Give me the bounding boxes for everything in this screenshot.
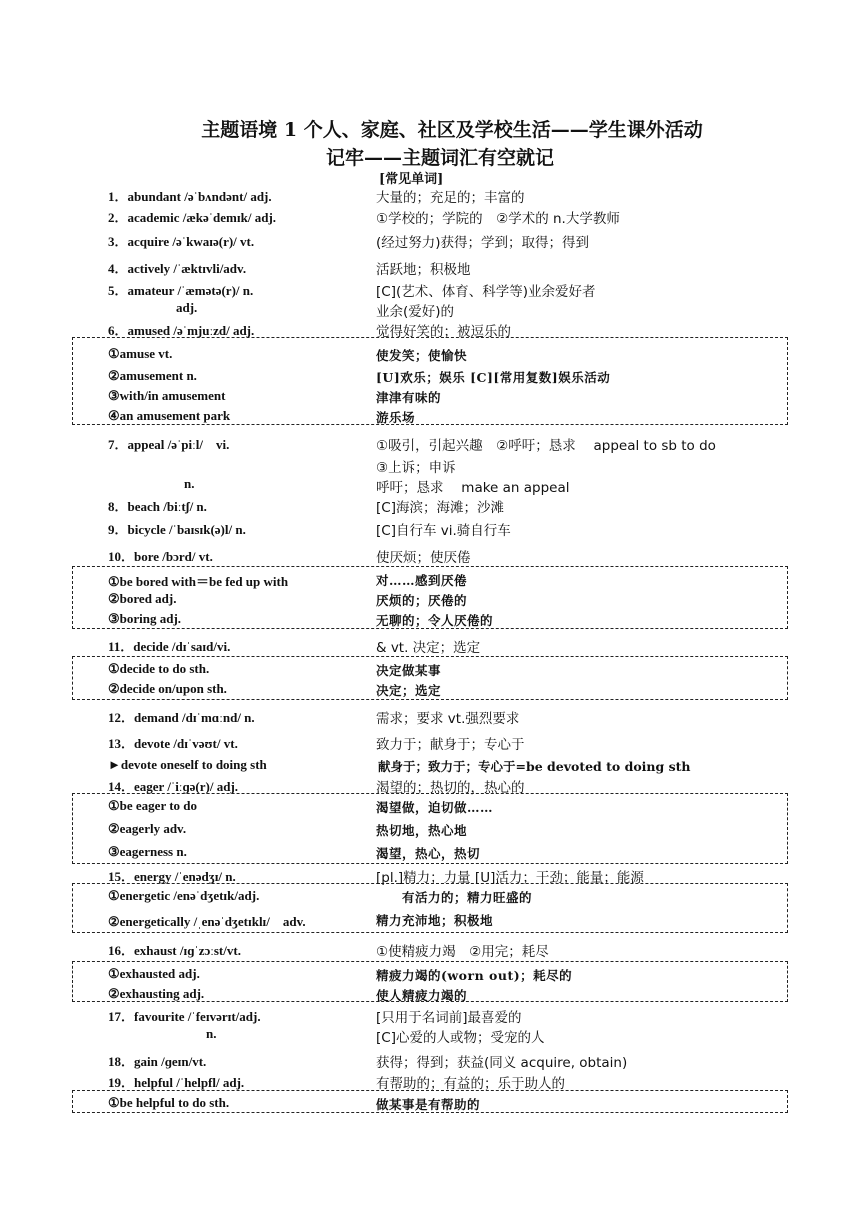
vocab-word: 9．bicycle /ˈbaɪsɪk(ə)l/ n.	[108, 522, 246, 537]
vocab-word: ①be eager to do	[108, 798, 198, 813]
vocab-row	[0, 207, 860, 227]
vocab-row	[0, 496, 860, 516]
vocab-word: 15．energy /ˈenədʒɪ/ n.	[108, 869, 236, 884]
vocab-meaning: 厌烦的；厌倦的	[376, 593, 468, 608]
vocab-row	[0, 546, 860, 566]
vocab-row	[0, 186, 860, 206]
vocab-meaning: 游乐场	[376, 410, 416, 425]
vocab-meaning: 致力于；献身于；专心于	[376, 737, 525, 753]
vocab-row	[0, 733, 860, 753]
vocab-meaning: 决定做某事	[376, 663, 442, 678]
page-title: 主题语境 1 个人、家庭、社区及学校生活——学生课外活动	[201, 119, 703, 141]
vocab-meaning: [C]心爱的人或物；受宠的人	[376, 1030, 545, 1046]
vocab-word: ①be bored with＝be fed up with	[108, 574, 289, 589]
vocab-word: ③eagerness n.	[108, 844, 187, 859]
vocab-word: ③with/in amusement	[108, 388, 226, 403]
vocab-row	[0, 300, 860, 320]
vocab-meaning: 活跃地；积极地	[376, 262, 471, 278]
vocab-meaning: [C](艺术、体育、科学等)业余爱好者	[376, 284, 596, 300]
vocab-meaning: 使厌烦；使厌倦	[376, 550, 471, 566]
vocab-meaning: 精疲力竭的(worn out)；耗尽的	[376, 968, 573, 983]
vocab-row	[0, 681, 860, 701]
vocab-word: 10．bore /bɔrd/ vt.	[108, 549, 213, 564]
vocab-meaning: 渴望，热心，热切	[376, 846, 481, 861]
vocab-word: ①amuse vt.	[108, 346, 173, 361]
vocab-word: ②amusement n.	[108, 368, 197, 383]
vocab-word: 2．academic /ækəˈdemɪk/ adj.	[108, 210, 277, 225]
vocab-meaning: 有活力的；精力旺盛的	[376, 890, 533, 905]
vocab-word: ②exhausting adj.	[108, 986, 205, 1001]
vocab-row	[0, 1072, 860, 1092]
vocab-row	[0, 757, 860, 777]
vocab-meaning: 呼吁；恳求 make an appeal	[376, 480, 570, 496]
vocab-word: ►devote oneself to doing sth	[108, 757, 267, 772]
vocab-meaning: ①使精疲力竭 ②用完；耗尽	[376, 944, 549, 960]
vocab-row	[0, 966, 860, 986]
vocab-word: 18．gain /ɡeɪn/vt.	[108, 1054, 207, 1069]
vocab-row	[0, 388, 860, 408]
vocab-meaning: 需求；要求 vt.强烈要求	[376, 711, 520, 727]
vocab-word: 1．abundant /əˈbʌndənt/ adj.	[108, 189, 272, 204]
vocab-meaning: 大量的；充足的；丰富的	[376, 190, 525, 206]
vocab-word: n.	[206, 1026, 217, 1041]
section-heading: [常见单词]	[379, 172, 444, 187]
vocab-row	[0, 571, 860, 591]
vocab-meaning: 业余(爱好)的	[376, 304, 455, 320]
vocab-word: 5．amateur /ˈæmətə(r)/ n.	[108, 283, 254, 298]
vocab-word: 19．helpful /ˈhelpfl/ adj.	[108, 1075, 245, 1090]
vocab-word: ①exhausted adj.	[108, 966, 200, 981]
vocab-word: ③boring adj.	[108, 611, 182, 626]
vocab-row	[0, 320, 860, 340]
vocab-meaning: [C]海滨；海滩；沙滩	[376, 500, 504, 516]
vocab-meaning: [只用于名词前]最喜爱的	[376, 1010, 522, 1026]
vocab-meaning: 使人精疲力竭的	[376, 988, 468, 1003]
page-subtitle: 记牢——主题词汇有空就记	[325, 147, 554, 169]
vocab-word: 6．amused /əˈmjuːzd/ adj.	[108, 323, 255, 338]
vocab-meaning: 渴望做，迫切做……	[376, 800, 494, 815]
vocab-meaning: 决定；选定	[376, 683, 442, 698]
vocab-meaning: 觉得好笑的；被逗乐的	[376, 324, 511, 340]
vocab-word: 13．devote /dɪˈvəʊt/ vt.	[108, 736, 238, 751]
vocab-word: n.	[184, 476, 195, 491]
vocab-row	[0, 1051, 860, 1071]
vocab-word: ①decide to do sth.	[108, 661, 210, 676]
vocab-row	[0, 346, 860, 366]
vocab-meaning: ③上诉；申诉	[376, 460, 456, 476]
vocab-meaning: [U]欢乐；娱乐 [C][常用复数]娱乐活动	[376, 370, 611, 385]
vocab-row	[0, 911, 860, 931]
vocab-word: 3．acquire /əˈkwaɪə(r)/ vt.	[108, 234, 255, 249]
vocab-meaning: (经过努力)获得；学到；取得；得到	[376, 235, 590, 251]
vocab-meaning: 有帮助的；有益的；乐于助人的	[376, 1076, 565, 1092]
vocab-meaning: 津津有味的	[376, 390, 442, 405]
vocab-row	[0, 434, 860, 454]
vocab-row	[0, 368, 860, 388]
vocab-meaning: ①学校的；学院的 ②学术的 n.大学教师	[376, 211, 620, 227]
vocab-row	[0, 476, 860, 496]
vocab-word: ②decide on/upon sth.	[108, 681, 227, 696]
vocab-meaning: & vt. 决定；选定	[376, 640, 481, 656]
vocab-word: ②bored adj.	[108, 591, 177, 606]
vocab-meaning: 渴望的；热切的，热心的	[376, 780, 525, 796]
vocab-word: ②eagerly adv.	[108, 821, 187, 836]
vocab-word: 12．demand /dɪˈmɑːnd/ n.	[108, 710, 255, 725]
vocab-row	[0, 611, 860, 631]
vocab-word: adj.	[176, 300, 198, 315]
vocab-row	[0, 776, 860, 796]
vocab-row	[0, 519, 860, 539]
vocab-row	[0, 258, 860, 278]
vocab-row	[0, 844, 860, 864]
vocab-meaning: 精力充沛地；积极地	[376, 913, 494, 928]
vocab-row	[0, 940, 860, 960]
vocab-row	[0, 661, 860, 681]
vocab-meaning: ①吸引，引起兴趣 ②呼吁；恳求 appeal to sb to do	[376, 438, 716, 454]
vocab-meaning: 做某事是有帮助的	[376, 1097, 481, 1112]
vocab-meaning: 获得；得到；获益(同义 acquire, obtain)	[376, 1055, 628, 1071]
vocab-meaning: 献身于；致力于；专心于=be devoted to doing sth	[378, 759, 691, 774]
vocab-row	[0, 280, 860, 300]
vocab-meaning: 对……感到厌倦	[376, 573, 468, 588]
vocab-meaning: 使发笑；使愉快	[376, 348, 468, 363]
vocab-row	[0, 1095, 860, 1115]
vocab-row	[0, 591, 860, 611]
vocab-word: ④an amusement park	[108, 408, 231, 423]
vocab-row	[0, 636, 860, 656]
vocab-meaning: 热切地，热心地	[376, 823, 468, 838]
vocab-word: 17．favourite /ˈfeɪvərɪt/adj.	[108, 1009, 261, 1024]
vocab-row	[0, 1026, 860, 1046]
vocab-meaning: 无聊的；令人厌倦的	[376, 613, 494, 628]
vocab-word: ②energetically /ˌenəˈdʒetɪklɪ/ adv.	[108, 914, 306, 929]
vocab-meaning: [C]自行车 vi.骑自行车	[376, 523, 511, 539]
vocab-meaning: [pl.]精力；力量 [U]活力；干劲；能量；能源	[376, 870, 644, 886]
vocab-row	[0, 821, 860, 841]
vocab-word: ①be helpful to do sth.	[108, 1095, 230, 1110]
vocab-word: 4．actively /ˈæktɪvli/adv.	[108, 261, 247, 276]
vocab-word: 8．beach /biːtʃ/ n.	[108, 499, 207, 514]
vocab-row	[0, 1006, 860, 1026]
vocab-row	[0, 456, 860, 476]
vocab-row	[0, 986, 860, 1006]
vocab-word: 11．decide /dɪˈsaɪd/vi.	[108, 639, 231, 654]
vocab-row	[0, 866, 860, 886]
vocab-word: ①energetic /enəˈdʒetɪk/adj.	[108, 888, 260, 903]
vocab-word: 7．appeal /əˈpiːl/ vi.	[108, 437, 230, 452]
vocab-row	[0, 231, 860, 251]
vocab-word: 14．eager /ˈiːɡə(r)/ adj.	[108, 779, 239, 794]
vocab-row	[0, 798, 860, 818]
vocab-word: 16．exhaust /ɪɡˈzɔːst/vt.	[108, 943, 241, 958]
vocab-row	[0, 888, 860, 908]
vocab-row	[0, 408, 860, 428]
vocab-row	[0, 707, 860, 727]
